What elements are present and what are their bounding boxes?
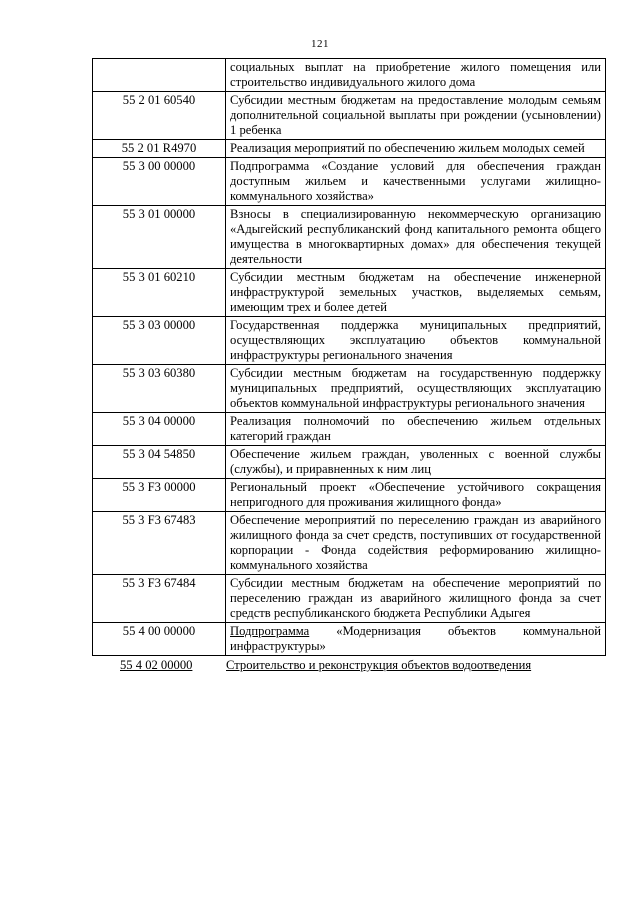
page-number: 121 [311,38,329,50]
row-code: 55 3 04 00000 [93,413,226,446]
row-text: Подпрограмма «Создание условий для обеспечения граждан доступным жильем и качественными услугами жилищно-коммунального хозяйства» [226,158,606,206]
row-text: Субсидии местным бюджетам на обеспечение мероприятий по переселению граждан из аварийного жилищного фонда за счет средств республиканского бюджета Республики Адыгея [226,575,606,623]
table-row [93,623,606,656]
row-code: 55 3 01 00000 [93,206,226,269]
subprogram-title: «Модернизация объектов коммунальной инфраструктуры» [230,624,601,653]
budget-codes-table [92,58,606,656]
table-row [93,206,606,269]
table-row [93,92,606,140]
subprogram-prefix: Подпрограмма [230,624,310,638]
row-code: 55 2 01 R4970 [93,140,226,158]
table-row [93,446,606,479]
row-code: 55 3 F3 67483 [93,512,226,575]
table-row [93,59,606,92]
row-code: 55 3 04 54850 [93,446,226,479]
row-code: 55 3 F3 00000 [93,479,226,512]
row-text: Строительство и реконструкция объектов водоотведения [226,658,532,672]
row-code: 55 4 02 00000 [120,658,193,672]
row-text [226,623,606,656]
row-text: социальных выплат на приобретение жилого помещения или строительство индивидуального жилого дома [226,59,606,92]
row-text: Субсидии местным бюджетам на предоставление молодым семьям дополнительной социальной выплаты при рождении (усыновлении) 1 ребенка [226,92,606,140]
partial-table-row [92,658,606,674]
row-code: 55 3 00 00000 [93,158,226,206]
row-code: 55 2 01 60540 [93,92,226,140]
table-row [93,140,606,158]
row-text: Региональный проект «Обеспечение устойчивого сокращения непригодного для проживания жилищного фонда» [226,479,606,512]
row-text: Обеспечение мероприятий по переселению граждан из аварийного жилищного фонда за счет средств, поступивших от государственной корпорации - Фонда содействия реформированию жилищно-коммунального хозяйства [226,512,606,575]
row-text: Реализация мероприятий по обеспечению жильем молодых семей [226,140,606,158]
row-text: Субсидии местным бюджетам на обеспечение инженерной инфраструктурой земельных участков, выделяемых семьям, имеющим трех и более детей [226,269,606,317]
row-text: Государственная поддержка муниципальных предприятий, осуществляющих эксплуатацию объектов коммунальной инфраструктуры регионального значения [226,317,606,365]
table-row [93,575,606,623]
table-row [93,158,606,206]
row-text: Взносы в специализированную некоммерческую организацию «Адыгейский республиканский фонд капитального ремонта общего имущества в многоквартирных домах» для обеспечения текущей деятельности [226,206,606,269]
row-text: Реализация полномочий по обеспечению жильем отдельных категорий граждан [226,413,606,446]
table-row [93,269,606,317]
row-code [93,59,226,92]
row-code: 55 3 F3 67484 [93,575,226,623]
table-row [93,479,606,512]
row-code: 55 3 03 60380 [93,365,226,413]
table-row [93,365,606,413]
row-code: 55 3 01 60210 [93,269,226,317]
table-row [93,413,606,446]
table-row [93,512,606,575]
table-row [93,317,606,365]
row-text: Субсидии местным бюджетам на государственную поддержку муниципальных предприятий, осуществляющих эксплуатацию объектов коммунальной инфраструктуры регионального значения [226,365,606,413]
row-text: Обеспечение жильем граждан, уволенных с военной службы (службы), и приравненных к ним лиц [226,446,606,479]
row-code: 55 3 03 00000 [93,317,226,365]
row-code: 55 4 00 00000 [93,623,226,656]
